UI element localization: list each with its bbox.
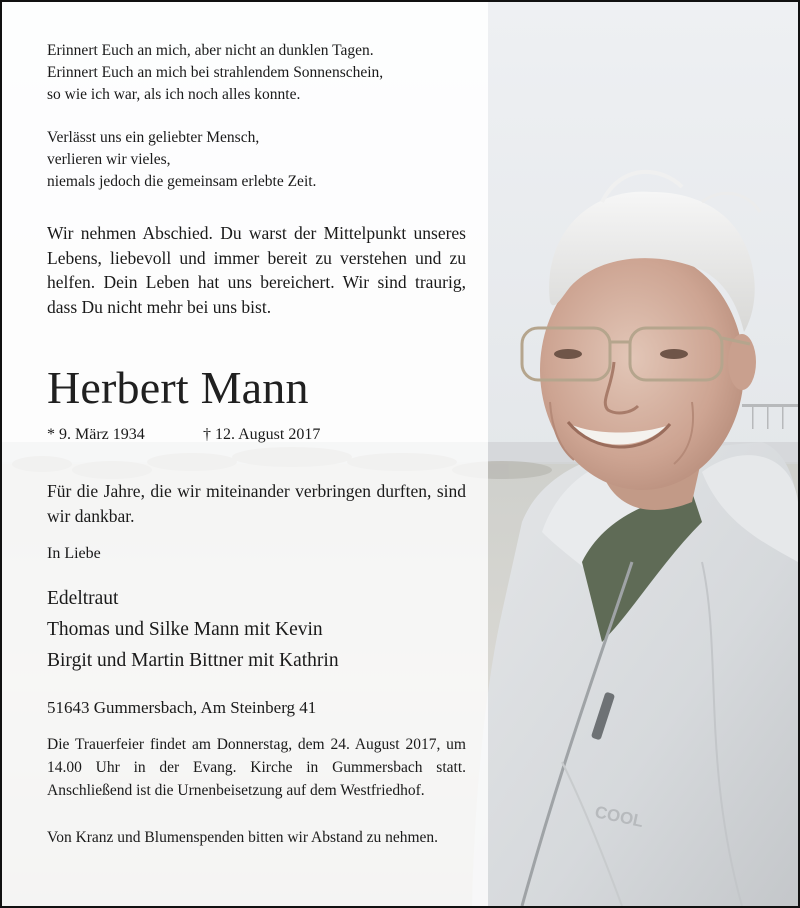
family-address: 51643 Gummersbach, Am Steinberg 41 [47,698,317,717]
poem-stanza-1 [47,40,466,106]
poem-line: so wie ich war, als ich noch alles konnte. [47,86,301,103]
poem-line: Erinnert Euch an mich bei strahlendem Sonnenschein, [47,64,384,81]
farewell-paragraph: Wir nehmen Abschied. Du warst der Mittelpunkt unseres Lebens, liebevoll und immer bereit zu verstehen und zu helfen. Dein Leben hat uns bereichert. Wir sind traurig, dass Du nicht mehr bei uns bist. [47,223,466,317]
birth-date: * 9. März 1934 [47,426,145,443]
poem-line: niemals jedoch die gemeinsam erlebte Zeit. [47,173,317,190]
death-date: † 12. August 2017 [203,426,321,443]
poem-line: verlieren wir vieles, [47,151,171,168]
poem-stanza-2 [47,127,466,193]
poem-line: Verlässt uns ein geliebter Mensch, [47,129,260,146]
deceased-name: Herbert Mann [47,362,309,413]
mourner-name: Birgit und Martin Bittner mit Kathrin [47,650,339,671]
mourner-name: Edeltraut [47,588,119,609]
donation-note: Von Kranz und Blumenspenden bitten wir Abstand zu nehmen. [47,829,439,846]
mourners-list [47,583,466,676]
jacket-logo-text: COOL [593,802,646,832]
in-love-text: In Liebe [47,545,101,562]
life-dates [47,424,466,446]
poem-line: Erinnert Euch an mich, aber nicht an dunklen Tagen. [47,42,374,59]
funeral-service-info: Die Trauerfeier findet am Donnerstag, dem 24. August 2017, um 14.00 Uhr in der Evang. Kirche in Gummersbach statt. Anschließend ist die Urnenbeisetzung auf dem Westfriedhof. [47,736,466,799]
mourner-name: Thomas und Silke Mann mit Kevin [47,619,323,640]
gratitude-text: Für die Jahre, die wir miteinander verbringen durften, sind wir dankbar. [47,481,466,526]
